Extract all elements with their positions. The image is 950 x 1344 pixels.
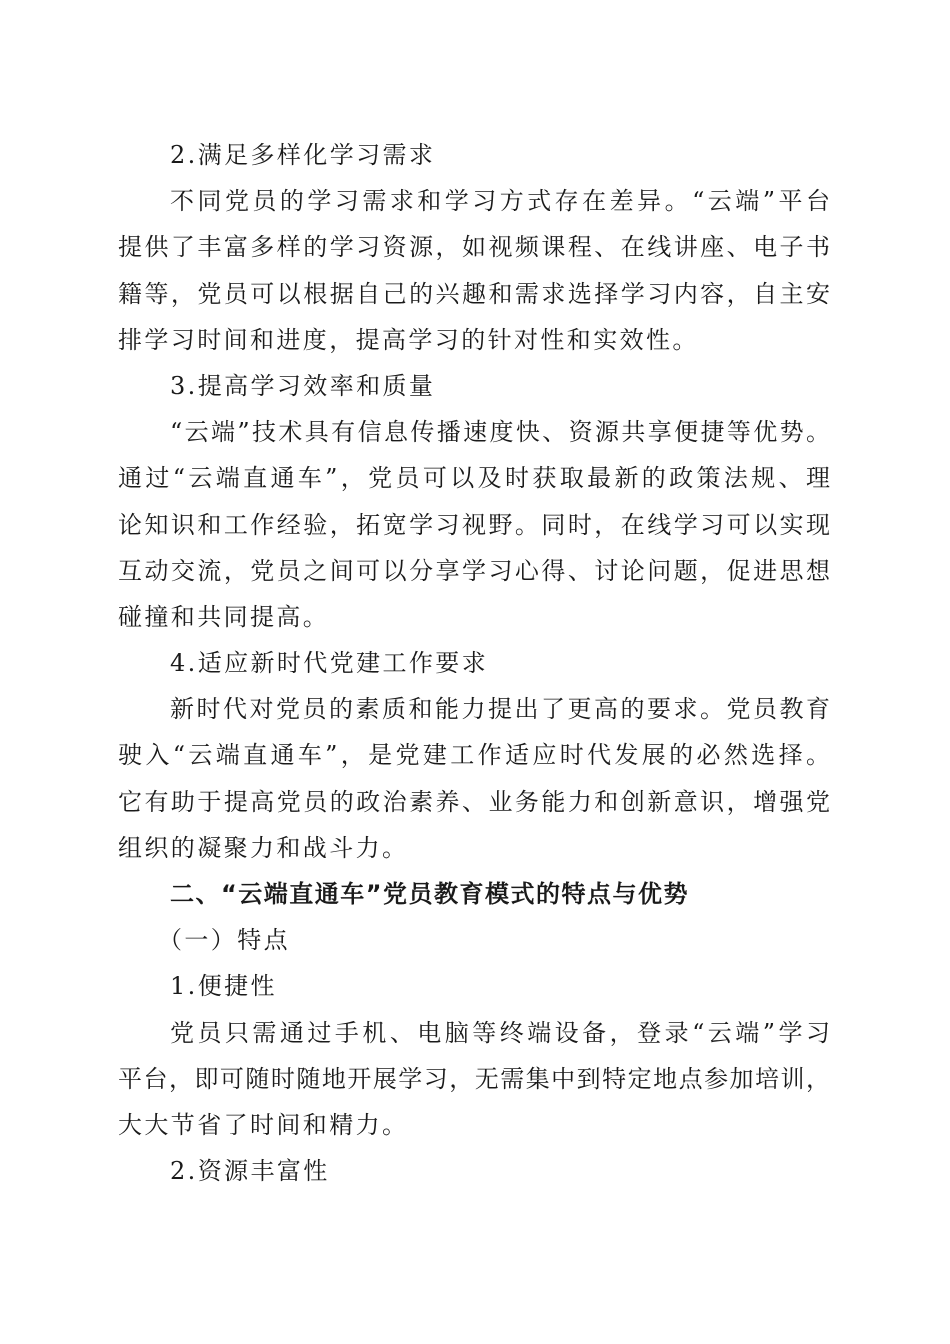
subsection-heading: （一）特点 xyxy=(158,926,290,955)
paragraph-line: 排学习时间和进度，提高学习的针对性和实效性。 xyxy=(118,325,699,354)
subheading-2: 2.满足多样化学习需求 xyxy=(170,141,436,169)
paragraph-line: 新时代对党员的素质和能力提出了更高的要求。党员教育 xyxy=(170,695,830,724)
paragraph-line: 大大节省了时间和精力。 xyxy=(118,1110,409,1139)
paragraph-line: 籍等，党员可以根据自己的兴趣和需求选择学习内容，自主安 xyxy=(118,279,830,308)
paragraph-line: 党员只需通过手机、电脑等终端设备，登录“云端”学习 xyxy=(170,1018,830,1047)
paragraph-line: 不同党员的学习需求和学习方式存在差异。“云端”平台 xyxy=(170,187,830,216)
paragraph-line: 驶入“云端直通车”，是党建工作适应时代发展的必然选择。 xyxy=(118,741,830,770)
paragraph-line: 组织的凝聚力和战斗力。 xyxy=(118,833,409,862)
paragraph-line: 平台，即可随时随地开展学习，无需集中到特定地点参加培训， xyxy=(118,1064,830,1093)
paragraph-line: 通过“云端直通车”，党员可以及时获取最新的政策法规、理 xyxy=(118,464,830,493)
subheading-2b: 2.资源丰富性 xyxy=(170,1157,330,1186)
paragraph-line: 它有助于提高党员的政治素养、业务能力和创新意识，增强党 xyxy=(118,787,830,816)
paragraph-line: 提供了丰富多样的学习资源，如视频课程、在线讲座、电子书 xyxy=(118,233,830,262)
subheading-3: 3.提高学习效率和质量 xyxy=(170,371,436,400)
paragraph-line: 互动交流，党员之间可以分享学习心得、讨论问题，促进思想 xyxy=(118,556,830,585)
subheading-4: 4.适应新时代党建工作要求 xyxy=(170,649,489,678)
paragraph-line: 论知识和工作经验，拓宽学习视野。同时，在线学习可以实现 xyxy=(118,510,830,539)
paragraph-line: “云端”技术具有信息传播速度快、资源共享便捷等优势。 xyxy=(170,418,830,447)
paragraph-line: 碰撞和共同提高。 xyxy=(118,602,330,631)
document-page xyxy=(118,132,830,1194)
subheading-1: 1.便捷性 xyxy=(170,972,277,1001)
section-heading: 二、“云端直通车”党员教育模式的特点与优势 xyxy=(170,880,690,908)
